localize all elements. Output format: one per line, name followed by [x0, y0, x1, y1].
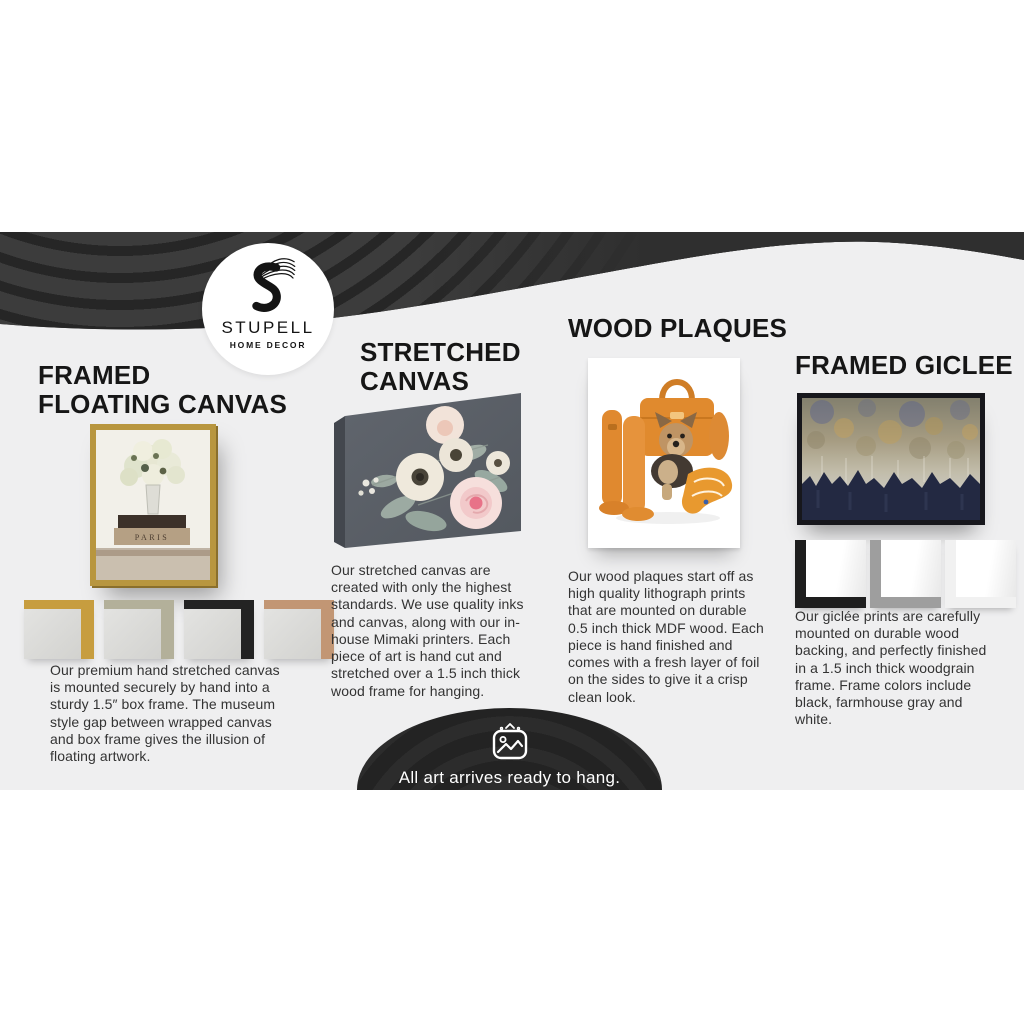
- top-swoosh-band: [0, 232, 1024, 342]
- wood-plaque-product-image: [588, 358, 740, 548]
- section-body-floating: Our premium hand stretched canvas is mounted securely by hand into a sturdy 1.5″ box frame. The museum style gap between wrapped canvas and box frame gives the illusion of floating artwork.: [50, 662, 280, 765]
- floating-canvas-product-image: [90, 424, 216, 586]
- frame-swatch-gray: [870, 540, 941, 608]
- frame-swatch-black: [184, 600, 254, 659]
- section-body-giclee: Our giclée prints are carefully mounted on durable wood backing, and perfectly finished in a 1.5 inch thick woodgrain frame. Frame colors include black, farmhouse gray and white.: [795, 608, 987, 728]
- stretched-canvas-product-image: [328, 385, 540, 561]
- frame-swatch-white: [945, 540, 1016, 608]
- framed-art-icon: [487, 722, 533, 764]
- abstract-giclee-art: [802, 398, 980, 520]
- brand-tagline: HOME DECOR: [229, 340, 307, 350]
- title-line: STRETCHED: [360, 337, 521, 367]
- stupell-s-swoosh-icon: [237, 253, 299, 317]
- framed-giclee-product-image: [797, 393, 985, 525]
- title-line: WOOD PLAQUES: [568, 313, 788, 343]
- title-line: FRAMED: [38, 360, 151, 390]
- brand-name: STUPELL: [221, 318, 315, 337]
- section-body-stretched: Our stretched canvas are created with only the highest standards. We use quality inks and canvas, along with our in-house Mimaki printers. Each piece of art is hand cut and stretched over a 1.5 inch thick wood frame for hanging.: [331, 562, 524, 699]
- brand-logo: [202, 243, 334, 375]
- book-spine-label: PARIS: [134, 533, 170, 542]
- title-line: FLOATING CANVAS: [38, 388, 288, 419]
- frame-swatch-champagne: [104, 600, 174, 659]
- title-line: CANVAS: [360, 365, 470, 396]
- frame-swatch-gold: [24, 600, 94, 659]
- section-title-giclee: [795, 351, 1013, 380]
- frame-swatch-black: [795, 540, 866, 608]
- footer-message: All art arrives ready to hang.: [398, 768, 621, 787]
- content-panel: [0, 232, 1024, 790]
- footer-banner: [357, 708, 662, 790]
- title-line: FRAMED GICLEE: [795, 350, 1013, 380]
- yorkie-fashion-art: [588, 358, 740, 548]
- frame-swatch-bronze: [264, 600, 334, 659]
- giclee-frame-finish-swatches: [795, 540, 1016, 608]
- hydrangea-books-art: [96, 430, 210, 580]
- section-body-wood: Our wood plaques start off as high quality lithograph prints that are mounted on durable 0.5 inch thick MDF wood. Each piece is hand finished and comes with a fresh layer of foil on the sides to give it a crisp clean look.: [568, 568, 764, 705]
- floating-frame-finish-swatches: [24, 600, 334, 659]
- section-title-wood: [568, 314, 787, 343]
